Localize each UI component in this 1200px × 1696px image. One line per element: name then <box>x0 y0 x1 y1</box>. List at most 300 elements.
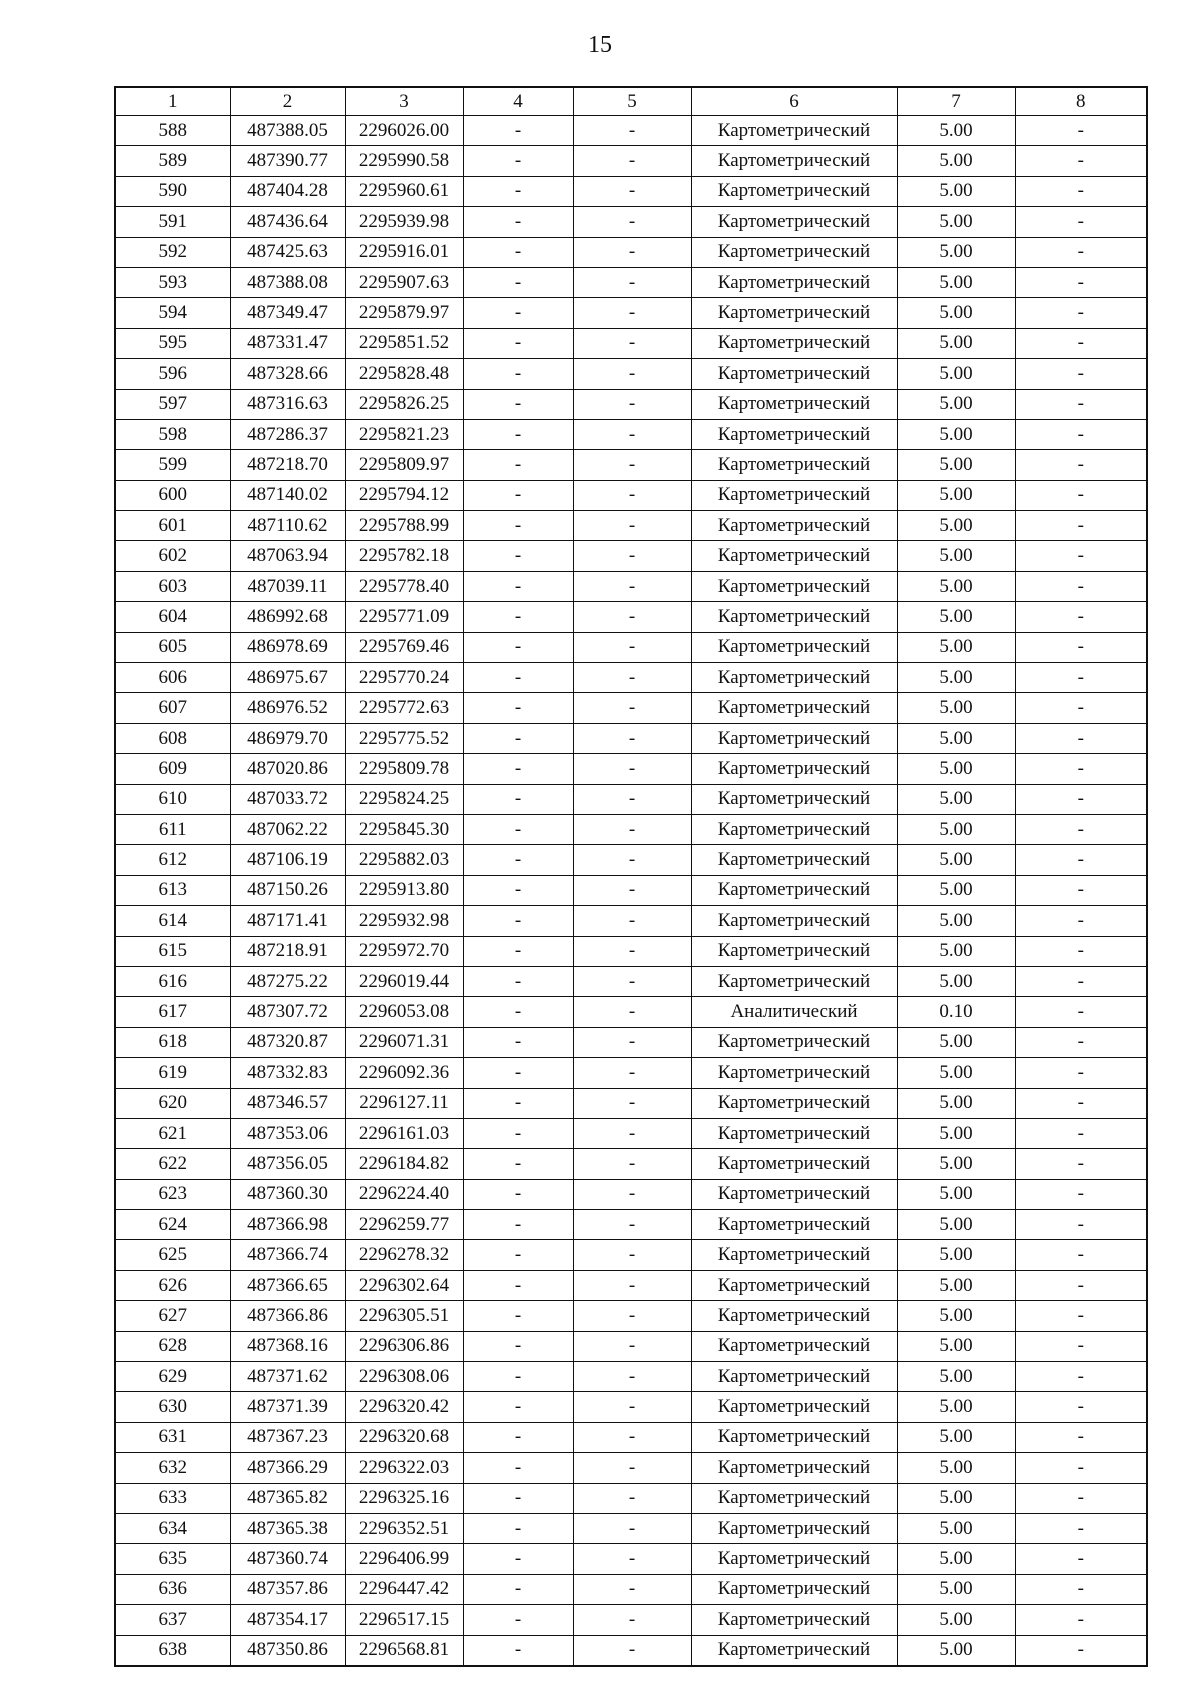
table-cell-col-1: 614 <box>115 906 230 936</box>
table-cell-col-2: 487365.38 <box>230 1513 345 1543</box>
table-cell-col-7: 5.00 <box>897 845 1015 875</box>
table-cell-col-1: 625 <box>115 1240 230 1270</box>
table-cell-col-4: - <box>463 359 573 389</box>
table-row <box>115 814 1147 844</box>
table-cell-col-8: - <box>1015 784 1147 814</box>
table-cell-col-7: 5.00 <box>897 1149 1015 1179</box>
table-cell-col-7: 5.00 <box>897 328 1015 358</box>
table-cell-col-7: 5.00 <box>897 1422 1015 1452</box>
table-cell-col-4: - <box>463 1605 573 1635</box>
table-cell-col-8: - <box>1015 693 1147 723</box>
table-cell-col-2: 487404.28 <box>230 176 345 206</box>
table-row <box>115 1605 1147 1635</box>
table-cell-col-2: 487360.74 <box>230 1544 345 1574</box>
table-cell-col-7: 5.00 <box>897 389 1015 419</box>
table-cell-col-7: 5.00 <box>897 207 1015 237</box>
table-row <box>115 784 1147 814</box>
table-cell-col-7: 5.00 <box>897 571 1015 601</box>
table-cell-col-1: 592 <box>115 237 230 267</box>
table-cell-col-6: Картометрический <box>691 298 897 328</box>
table-row <box>115 389 1147 419</box>
table-cell-col-8: - <box>1015 966 1147 996</box>
table-cell-col-8: - <box>1015 207 1147 237</box>
table-cell-col-3: 2296259.77 <box>345 1210 463 1240</box>
table-cell-col-5: - <box>573 1331 691 1361</box>
table-cell-col-8: - <box>1015 1544 1147 1574</box>
table-cell-col-6: Картометрический <box>691 1392 897 1422</box>
table-cell-col-2: 487353.06 <box>230 1118 345 1148</box>
table-cell-col-3: 2296447.42 <box>345 1574 463 1604</box>
table-cell-col-1: 599 <box>115 450 230 480</box>
table-cell-col-2: 487332.83 <box>230 1058 345 1088</box>
table-row <box>115 936 1147 966</box>
table-cell-col-8: - <box>1015 359 1147 389</box>
table-cell-col-3: 2295990.58 <box>345 146 463 176</box>
table-cell-col-1: 620 <box>115 1088 230 1118</box>
table-cell-col-6: Картометрический <box>691 1422 897 1452</box>
table-cell-col-5: - <box>573 1118 691 1148</box>
table-cell-col-5: - <box>573 723 691 753</box>
table-cell-col-2: 487349.47 <box>230 298 345 328</box>
table-cell-col-2: 487388.05 <box>230 116 345 146</box>
table-cell-col-4: - <box>463 176 573 206</box>
table-cell-col-6: Картометрический <box>691 936 897 966</box>
table-cell-col-4: - <box>463 419 573 449</box>
table-cell-col-6: Картометрический <box>691 1513 897 1543</box>
table-cell-col-6: Картометрический <box>691 1453 897 1483</box>
table-cell-col-6: Картометрический <box>691 693 897 723</box>
table-cell-col-8: - <box>1015 663 1147 693</box>
table-row <box>115 359 1147 389</box>
table-cell-col-8: - <box>1015 723 1147 753</box>
table-cell-col-4: - <box>463 723 573 753</box>
table-cell-col-7: 5.00 <box>897 632 1015 662</box>
table-cell-col-4: - <box>463 207 573 237</box>
table-cell-col-2: 486976.52 <box>230 693 345 723</box>
table-cell-col-3: 2296053.08 <box>345 997 463 1027</box>
table-cell-col-6: Картометрический <box>691 389 897 419</box>
table-row <box>115 328 1147 358</box>
table-cell-col-4: - <box>463 1058 573 1088</box>
table-row <box>115 1453 1147 1483</box>
table-cell-col-8: - <box>1015 754 1147 784</box>
table-cell-col-8: - <box>1015 1149 1147 1179</box>
table-cell-col-5: - <box>573 1301 691 1331</box>
table-cell-col-1: 621 <box>115 1118 230 1148</box>
table-cell-col-4: - <box>463 1118 573 1148</box>
table-cell-col-8: - <box>1015 1635 1147 1666</box>
table-row <box>115 571 1147 601</box>
table-cell-col-6: Картометрический <box>691 602 897 632</box>
table-cell-col-8: - <box>1015 541 1147 571</box>
table-cell-col-6: Картометрический <box>691 1179 897 1209</box>
table-cell-col-3: 2295939.98 <box>345 207 463 237</box>
table-cell-col-6: Картометрический <box>691 328 897 358</box>
table-cell-col-8: - <box>1015 511 1147 541</box>
table-cell-col-4: - <box>463 146 573 176</box>
table-cell-col-6: Картометрический <box>691 1362 897 1392</box>
table-cell-col-5: - <box>573 1149 691 1179</box>
table-cell-col-3: 2296224.40 <box>345 1179 463 1209</box>
table-cell-col-5: - <box>573 602 691 632</box>
table-cell-col-4: - <box>463 328 573 358</box>
table-body <box>115 116 1147 1666</box>
table-cell-col-8: - <box>1015 1392 1147 1422</box>
table-cell-col-7: 5.00 <box>897 1088 1015 1118</box>
table-cell-col-3: 2295851.52 <box>345 328 463 358</box>
table-cell-col-1: 606 <box>115 663 230 693</box>
table-row <box>115 693 1147 723</box>
table-cell-col-5: - <box>573 1362 691 1392</box>
table-cell-col-8: - <box>1015 1331 1147 1361</box>
table-cell-col-5: - <box>573 875 691 905</box>
table-cell-col-4: - <box>463 1027 573 1057</box>
table-cell-col-2: 486978.69 <box>230 632 345 662</box>
table-row <box>115 602 1147 632</box>
table-cell-col-3: 2296127.11 <box>345 1088 463 1118</box>
table-cell-col-3: 2295882.03 <box>345 845 463 875</box>
table-cell-col-8: - <box>1015 936 1147 966</box>
table-cell-col-7: 5.00 <box>897 1453 1015 1483</box>
table-cell-col-7: 5.00 <box>897 1605 1015 1635</box>
table-cell-col-7: 5.00 <box>897 602 1015 632</box>
table-row <box>115 1179 1147 1209</box>
table-cell-col-1: 638 <box>115 1635 230 1666</box>
table-cell-col-3: 2295788.99 <box>345 511 463 541</box>
table-cell-col-6: Картометрический <box>691 1118 897 1148</box>
table-cell-col-3: 2295845.30 <box>345 814 463 844</box>
table-cell-col-7: 5.00 <box>897 693 1015 723</box>
table-cell-col-4: - <box>463 1210 573 1240</box>
table-row <box>115 116 1147 146</box>
table-cell-col-4: - <box>463 845 573 875</box>
table-cell-col-4: - <box>463 237 573 267</box>
table-cell-col-5: - <box>573 1179 691 1209</box>
table-cell-col-3: 2295916.01 <box>345 237 463 267</box>
table-cell-col-6: Картометрический <box>691 1635 897 1666</box>
table-cell-col-6: Картометрический <box>691 784 897 814</box>
table-cell-col-8: - <box>1015 602 1147 632</box>
table-row <box>115 1483 1147 1513</box>
table-cell-col-5: - <box>573 359 691 389</box>
table-cell-col-5: - <box>573 237 691 267</box>
table-row <box>115 845 1147 875</box>
table-cell-col-1: 589 <box>115 146 230 176</box>
table-cell-col-7: 5.00 <box>897 1362 1015 1392</box>
table-cell-col-8: - <box>1015 1301 1147 1331</box>
table-cell-col-1: 602 <box>115 541 230 571</box>
table-cell-col-5: - <box>573 1513 691 1543</box>
table-cell-col-7: 5.00 <box>897 419 1015 449</box>
table-cell-col-4: - <box>463 602 573 632</box>
table-cell-col-5: - <box>573 1240 691 1270</box>
table-cell-col-6: Картометрический <box>691 1027 897 1057</box>
table-cell-col-5: - <box>573 1210 691 1240</box>
table-cell-col-1: 628 <box>115 1331 230 1361</box>
table-cell-col-6: Картометрический <box>691 359 897 389</box>
table-cell-col-5: - <box>573 784 691 814</box>
table-cell-col-2: 487331.47 <box>230 328 345 358</box>
table-cell-col-4: - <box>463 1453 573 1483</box>
table-cell-col-3: 2295794.12 <box>345 480 463 510</box>
table-cell-col-8: - <box>1015 1088 1147 1118</box>
table-cell-col-6: Картометрический <box>691 237 897 267</box>
table-cell-col-3: 2296302.64 <box>345 1270 463 1300</box>
table-cell-col-2: 487368.16 <box>230 1331 345 1361</box>
table-cell-col-1: 633 <box>115 1483 230 1513</box>
table-cell-col-3: 2296322.03 <box>345 1453 463 1483</box>
table-cell-col-4: - <box>463 632 573 662</box>
table-cell-col-6: Картометрический <box>691 1544 897 1574</box>
table-cell-col-2: 487171.41 <box>230 906 345 936</box>
table-cell-col-3: 2295782.18 <box>345 541 463 571</box>
table-cell-col-5: - <box>573 146 691 176</box>
table-cell-col-7: 5.00 <box>897 663 1015 693</box>
table-row <box>115 207 1147 237</box>
table-cell-col-5: - <box>573 1574 691 1604</box>
table-cell-col-2: 486975.67 <box>230 663 345 693</box>
table-cell-col-5: - <box>573 997 691 1027</box>
table-row <box>115 1422 1147 1452</box>
table-cell-col-4: - <box>463 1240 573 1270</box>
table-cell-col-3: 2296517.15 <box>345 1605 463 1635</box>
table-cell-col-4: - <box>463 1088 573 1118</box>
table-cell-col-3: 2296019.44 <box>345 966 463 996</box>
table-cell-col-2: 487275.22 <box>230 966 345 996</box>
table-cell-col-8: - <box>1015 571 1147 601</box>
table-cell-col-7: 5.00 <box>897 1270 1015 1300</box>
table-row <box>115 1635 1147 1666</box>
table-cell-col-1: 597 <box>115 389 230 419</box>
table-cell-col-5: - <box>573 480 691 510</box>
table-cell-col-4: - <box>463 906 573 936</box>
table-cell-col-8: - <box>1015 146 1147 176</box>
table-cell-col-7: 5.00 <box>897 723 1015 753</box>
table-cell-col-3: 2295809.97 <box>345 450 463 480</box>
coordinates-table <box>114 86 1148 1667</box>
header-cell-col-5: 5 <box>573 87 691 116</box>
table-cell-col-1: 622 <box>115 1149 230 1179</box>
table-cell-col-1: 608 <box>115 723 230 753</box>
table-cell-col-4: - <box>463 511 573 541</box>
table-cell-col-2: 487062.22 <box>230 814 345 844</box>
table-cell-col-8: - <box>1015 1362 1147 1392</box>
table-cell-col-1: 607 <box>115 693 230 723</box>
table-cell-col-5: - <box>573 267 691 297</box>
table-cell-col-7: 5.00 <box>897 237 1015 267</box>
table-cell-col-3: 2296071.31 <box>345 1027 463 1057</box>
table-cell-col-4: - <box>463 1270 573 1300</box>
table-cell-col-4: - <box>463 693 573 723</box>
table-cell-col-6: Картометрический <box>691 632 897 662</box>
table-cell-col-7: 5.00 <box>897 1118 1015 1148</box>
table-cell-col-8: - <box>1015 1270 1147 1300</box>
table-cell-col-6: Картометрический <box>691 1210 897 1240</box>
table-cell-col-1: 594 <box>115 298 230 328</box>
table-row <box>115 875 1147 905</box>
table-cell-col-8: - <box>1015 997 1147 1027</box>
table-cell-col-1: 612 <box>115 845 230 875</box>
table-cell-col-3: 2296320.42 <box>345 1392 463 1422</box>
table-header <box>115 87 1147 116</box>
table-cell-col-6: Картометрический <box>691 267 897 297</box>
table-cell-col-6: Картометрический <box>691 1149 897 1179</box>
table-cell-col-6: Картометрический <box>691 1240 897 1270</box>
table-cell-col-5: - <box>573 116 691 146</box>
table-cell-col-4: - <box>463 875 573 905</box>
table-cell-col-6: Картометрический <box>691 1483 897 1513</box>
table-cell-col-3: 2295775.52 <box>345 723 463 753</box>
table-cell-col-6: Картометрический <box>691 1574 897 1604</box>
table-cell-col-5: - <box>573 1635 691 1666</box>
table-cell-col-5: - <box>573 1027 691 1057</box>
table-cell-col-3: 2295778.40 <box>345 571 463 601</box>
table-cell-col-2: 487425.63 <box>230 237 345 267</box>
table-cell-col-7: 5.00 <box>897 116 1015 146</box>
table-cell-col-5: - <box>573 419 691 449</box>
table-row <box>115 723 1147 753</box>
table-cell-col-7: 5.00 <box>897 1301 1015 1331</box>
table-cell-col-7: 5.00 <box>897 966 1015 996</box>
table-cell-col-8: - <box>1015 237 1147 267</box>
table-cell-col-7: 5.00 <box>897 1240 1015 1270</box>
table-cell-col-6: Картометрический <box>691 450 897 480</box>
table-cell-col-2: 487350.86 <box>230 1635 345 1666</box>
table-cell-col-7: 5.00 <box>897 1210 1015 1240</box>
table-cell-col-3: 2296306.86 <box>345 1331 463 1361</box>
table-row <box>115 146 1147 176</box>
table-cell-col-5: - <box>573 936 691 966</box>
table-cell-col-4: - <box>463 663 573 693</box>
table-cell-col-2: 487357.86 <box>230 1574 345 1604</box>
table-cell-col-8: - <box>1015 845 1147 875</box>
table-cell-col-5: - <box>573 207 691 237</box>
table-cell-col-1: 596 <box>115 359 230 389</box>
table-cell-col-5: - <box>573 389 691 419</box>
table-row <box>115 754 1147 784</box>
table-cell-col-1: 630 <box>115 1392 230 1422</box>
table-cell-col-7: 5.00 <box>897 784 1015 814</box>
table-cell-col-5: - <box>573 571 691 601</box>
table-cell-col-2: 487316.63 <box>230 389 345 419</box>
table-cell-col-6: Картометрический <box>691 541 897 571</box>
table-cell-col-6: Картометрический <box>691 875 897 905</box>
table-cell-col-3: 2296308.06 <box>345 1362 463 1392</box>
table-cell-col-3: 2295932.98 <box>345 906 463 936</box>
table-cell-col-8: - <box>1015 875 1147 905</box>
table-cell-col-4: - <box>463 1513 573 1543</box>
table-cell-col-2: 487388.08 <box>230 267 345 297</box>
table-cell-col-1: 610 <box>115 784 230 814</box>
table-cell-col-3: 2295770.24 <box>345 663 463 693</box>
table-row <box>115 1392 1147 1422</box>
table-cell-col-3: 2295772.63 <box>345 693 463 723</box>
table-cell-col-1: 619 <box>115 1058 230 1088</box>
table-cell-col-5: - <box>573 632 691 662</box>
table-cell-col-1: 624 <box>115 1210 230 1240</box>
table-cell-col-3: 2296161.03 <box>345 1118 463 1148</box>
table-cell-col-1: 613 <box>115 875 230 905</box>
table-row <box>115 632 1147 662</box>
table-cell-col-4: - <box>463 1362 573 1392</box>
table-cell-col-3: 2295960.61 <box>345 176 463 206</box>
table-cell-col-8: - <box>1015 906 1147 936</box>
table-cell-col-4: - <box>463 1392 573 1422</box>
table-cell-col-3: 2295769.46 <box>345 632 463 662</box>
table-cell-col-8: - <box>1015 1118 1147 1148</box>
table-cell-col-2: 487366.65 <box>230 1270 345 1300</box>
table-cell-col-5: - <box>573 511 691 541</box>
table-cell-col-5: - <box>573 1058 691 1088</box>
table-cell-col-3: 2295771.09 <box>345 602 463 632</box>
table-cell-col-3: 2295809.78 <box>345 754 463 784</box>
table-cell-col-8: - <box>1015 298 1147 328</box>
table-cell-col-4: - <box>463 784 573 814</box>
table-cell-col-1: 604 <box>115 602 230 632</box>
table-cell-col-7: 5.00 <box>897 936 1015 966</box>
table-cell-col-1: 616 <box>115 966 230 996</box>
table-row <box>115 1240 1147 1270</box>
table-cell-col-5: - <box>573 1453 691 1483</box>
table-cell-col-3: 2296278.32 <box>345 1240 463 1270</box>
table-cell-col-1: 611 <box>115 814 230 844</box>
table-row <box>115 511 1147 541</box>
table-cell-col-6: Картометрический <box>691 814 897 844</box>
table-cell-col-4: - <box>463 571 573 601</box>
table-cell-col-1: 598 <box>115 419 230 449</box>
table-cell-col-4: - <box>463 1544 573 1574</box>
table-cell-col-7: 5.00 <box>897 176 1015 206</box>
table-cell-col-5: - <box>573 966 691 996</box>
table-cell-col-3: 2295907.63 <box>345 267 463 297</box>
table-cell-col-7: 5.00 <box>897 814 1015 844</box>
table-cell-col-3: 2295913.80 <box>345 875 463 905</box>
table-cell-col-2: 487150.26 <box>230 875 345 905</box>
table-cell-col-2: 487346.57 <box>230 1088 345 1118</box>
table-cell-col-7: 5.00 <box>897 1027 1015 1057</box>
table-cell-col-8: - <box>1015 328 1147 358</box>
table-cell-col-6: Картометрический <box>691 511 897 541</box>
table-cell-col-4: - <box>463 814 573 844</box>
table-cell-col-2: 487354.17 <box>230 1605 345 1635</box>
table-cell-col-5: - <box>573 1544 691 1574</box>
table-cell-col-4: - <box>463 936 573 966</box>
table-cell-col-8: - <box>1015 419 1147 449</box>
table-cell-col-4: - <box>463 1635 573 1666</box>
table-row <box>115 267 1147 297</box>
table-cell-col-2: 487371.62 <box>230 1362 345 1392</box>
table-cell-col-8: - <box>1015 632 1147 662</box>
table-cell-col-1: 627 <box>115 1301 230 1331</box>
table-cell-col-8: - <box>1015 450 1147 480</box>
table-cell-col-2: 487218.70 <box>230 450 345 480</box>
table-cell-col-4: - <box>463 298 573 328</box>
table-row <box>115 1574 1147 1604</box>
table-cell-col-3: 2295879.97 <box>345 298 463 328</box>
table-cell-col-8: - <box>1015 1422 1147 1452</box>
table-cell-col-5: - <box>573 1270 691 1300</box>
table-cell-col-6: Аналитический <box>691 997 897 1027</box>
table-row <box>115 1088 1147 1118</box>
table-cell-col-8: - <box>1015 116 1147 146</box>
table-cell-col-2: 487110.62 <box>230 511 345 541</box>
table-cell-col-1: 590 <box>115 176 230 206</box>
table-row <box>115 1058 1147 1088</box>
table-cell-col-3: 2296026.00 <box>345 116 463 146</box>
table-cell-col-3: 2296092.36 <box>345 1058 463 1088</box>
header-cell-col-1: 1 <box>115 87 230 116</box>
table-cell-col-6: Картометрический <box>691 116 897 146</box>
